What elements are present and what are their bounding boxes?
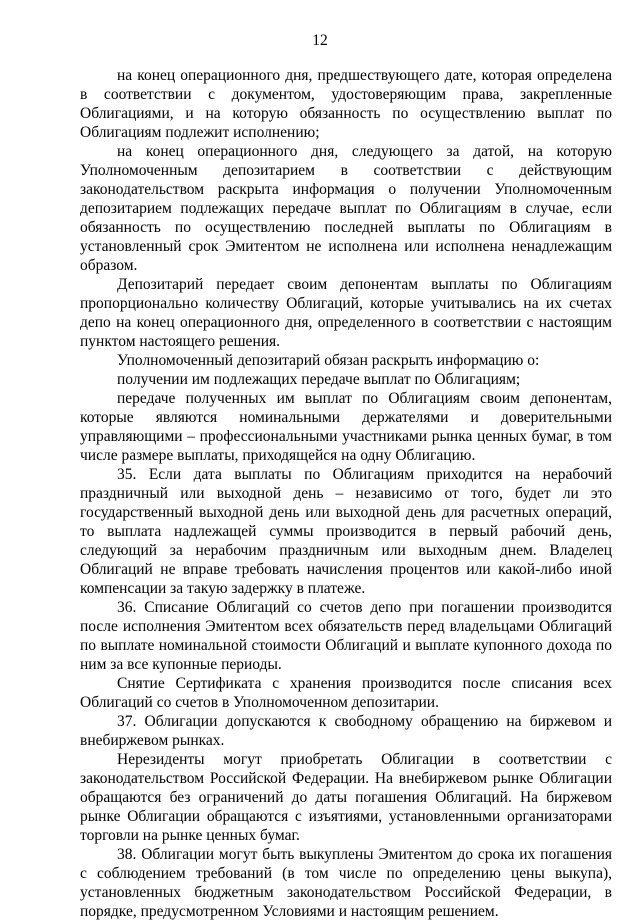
page-number: 12 <box>312 32 328 49</box>
paragraph: передаче полученных им выплат по Облигациям своим депонентам, которые являются номинальными держателями и доверительными управляющими – профессиональными участниками рынка ценных бумаг, в том числе размере выплаты, приходящейся на одну Облигацию. <box>80 390 612 464</box>
paragraph: получении им подлежащих передаче выплат по Облигациям; <box>117 371 521 388</box>
paragraph: Нерезиденты могут приобретать Облигации в соответствии с законодательством Российской Федерации. На внебиржевом рынке Облигации обращаются без ограничений до даты погашения Облигаций. На биржевом рынке Облигации обращаются с изъятиями, установленными организаторами торговли на рынке ценных бумаг. <box>80 751 612 844</box>
paragraph: Уполномоченный депозитарий обязан раскрыть информацию о: <box>117 352 540 369</box>
document-body <box>80 66 612 921</box>
paragraph: Депозитарий передает своим депонентам выплаты по Облигациям пропорционально количеству Облигаций, которые учитывались на их счетах депо на конец операционного дня, определенного в соответствии с настоящим пунктом настоящего решения. <box>80 276 612 350</box>
paragraph: 37. Облигации допускаются к свободному обращению на биржевом и внебиржевом рынках. <box>80 713 612 749</box>
paragraph: 38. Облигации могут быть выкуплены Эмитентом до срока их погашения с соблюдением требований (в том числе по определению цены выкупа), установленных бюджетным законодательством Российской Федерации, в порядке, предусмотренном Условиями и настоящим решением. <box>80 846 612 920</box>
paragraph: Снятие Сертификата с хранения производится после списания всех Облигаций со счетов в Уполномоченном депозитарии. <box>80 675 612 711</box>
paragraph: 36. Списание Облигаций со счетов депо при погашении производится после исполнения Эмитентом всех обязательств перед владельцами Облигаций по выплате номинальной стоимости Облигаций и выплате купонного дохода по ним за все купонные периоды. <box>80 599 612 673</box>
paragraph: на конец операционного дня, предшествующего дате, которая определена в соответствии с документом, удостоверяющим права, закрепленные Облигациями, и на которую обязанность по осуществлению выплат по Облигациям подлежит исполнению; <box>80 67 612 141</box>
paragraph: на конец операционного дня, следующего за датой, на которую Уполномоченным депозитарием в соответствии с действующим законодательством раскрыта информация о получении Уполномоченным депозитарием подлежащих передаче выплат по Облигациям в случае, если обязанность по осуществлению последней выплаты по Облигациям в установленный срок Эмитентом не исполнена или исполнена ненадлежащим образом. <box>80 143 612 274</box>
paragraph: 35. Если дата выплаты по Облигациям приходится на нерабочий праздничный или выходной день – независимо от того, будет ли это государственный выходной день или выходной день для расчетных операций, то выплата надлежащей суммы производится в первый рабочий день, следующий за нерабочим праздничным или выходным днем. Владелец Облигаций не вправе требовать начисления процентов или какой-либо иной компенсации за такую задержку в платеже. <box>80 466 612 597</box>
